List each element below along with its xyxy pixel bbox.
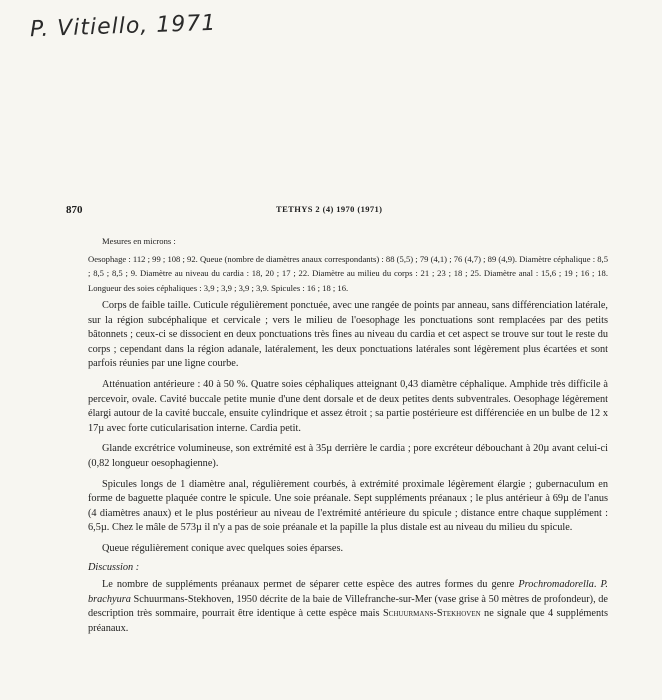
paragraph-spicules: Spicules longs de 1 diamètre anal, régulièrement courbés, à extrémité proximale légèrement élargie ; gubernaculum en forme de baguette plaquée contre le spicule. Une soie préanale. Sept suppléments préanaux ; le plus antérieur à 69µ de l'anus (4 diamètres anaux) et le plus postérieur au niveau de l'extrémité antérieure du spicule ; distance entre chaque supplément : 6,5µ. Chez le mâle de 573µ il n'y a pas de soie préanale et la papille la plus distale est au niveau du milieu du spicule. — [88, 478, 608, 534]
page-number: 870 — [66, 204, 83, 216]
measurements-title: Mesures en microns : — [102, 236, 176, 246]
journal-header: TETHYS 2 (4) 1970 (1971) — [276, 204, 383, 214]
discussion-paragraph — [88, 578, 608, 636]
measurements-text: Oesophage : 112 ; 99 ; 108 ; 92. Queue (nombre de diamètres anaux correspondants) : 88 (5,5) ; 79 (4,1) ; 76 (4,7) ; 89 (4,9). Diamètre céphalique : 8,5 ; 8,5 ; 8,5 ; 9. Diamètre au niveau du cardia : 18, 20 ; 17 ; 22. Diamètre au milieu du corps : 21 ; 23 ; 18 ; 25. Diamètre anal : 15,6 ; 19 ; 16 ; 18. Longueur des soies céphaliques : 3,9 ; 3,9 ; 3,9 ; 3,9. Spicules : 16 ; 18 ; 16. — [88, 253, 608, 293]
paragraph-anterior: Atténuation antérieure : 40 à 50 %. Quatre soies céphaliques atteignant 0,43 diamètre céphalique. Amphide très difficile à percevoir, ovale. Cavité buccale petite munie d'une dent dorsale et de deux petites dents subventrales. Oesophage légèrement élargi autour de la cavité buccale, ensuite cylindrique et assez étroit ; sa partie postérieure est différenciée en un bulbe de 12 x 17µ avec forte cuticularisation interne. Cardia petit. — [88, 378, 608, 434]
paragraph-tail: Queue régulièrement conique avec quelques soies éparses. — [102, 542, 344, 554]
discussion-text-1: Le nombre de suppléments préanaux permet de séparer cette espèce des autres formes du genre — [102, 579, 519, 590]
discussion-text-3: Schuurmans-Stekhoven, 1950 décrite de la baie de Villefranche-sur-Mer (vase grise à 50 mètres de profondeur), de description très sommaire, pourrait être identique à cette espèce mais — [88, 593, 608, 620]
handwritten-annotation: P. Vitiello, 1971 — [29, 10, 217, 43]
species-name: P. brachyura — [88, 579, 609, 605]
paragraph-excretory: Glande excrétrice volumineuse, son extrémité est à 35µ derrière le cardia ; pore excréteur débouchant à 20µ avant celui-ci (0,82 longueur oesophagienne). — [88, 443, 608, 469]
genus-name: Prochromadorella — [518, 579, 594, 590]
discussion-text-4: ne signale que 4 suppléments préanaux. — [88, 608, 608, 634]
discussion-title: Discussion : — [88, 562, 140, 573]
discussion-body — [88, 578, 608, 636]
paragraph-cuticle: Corps de faible taille. Cuticule régulièrement ponctuée, avec une rangée de points par anneau, sans différenciation latérale, sur la région subcéphalique et cervicale ; vers le milieu de l'oesophage les ponctuations sont remplacées par des petits bâtonnets ; ceux-ci se dissocient en deux ponctuations très fines au niveau du cardia et cet aspect se trouve sur tout le reste du corps ; cependant dans la région adanale, latéralement, les deux ponctuations latérales sont légèrement plus écartées et sont parfois réunies par une ligne courbe. — [88, 300, 608, 370]
author-name: Schuurmans-Stekhoven — [382, 608, 481, 620]
discussion-text-2: . — [593, 579, 601, 590]
measurements-block — [88, 234, 608, 295]
description-body — [88, 299, 608, 557]
